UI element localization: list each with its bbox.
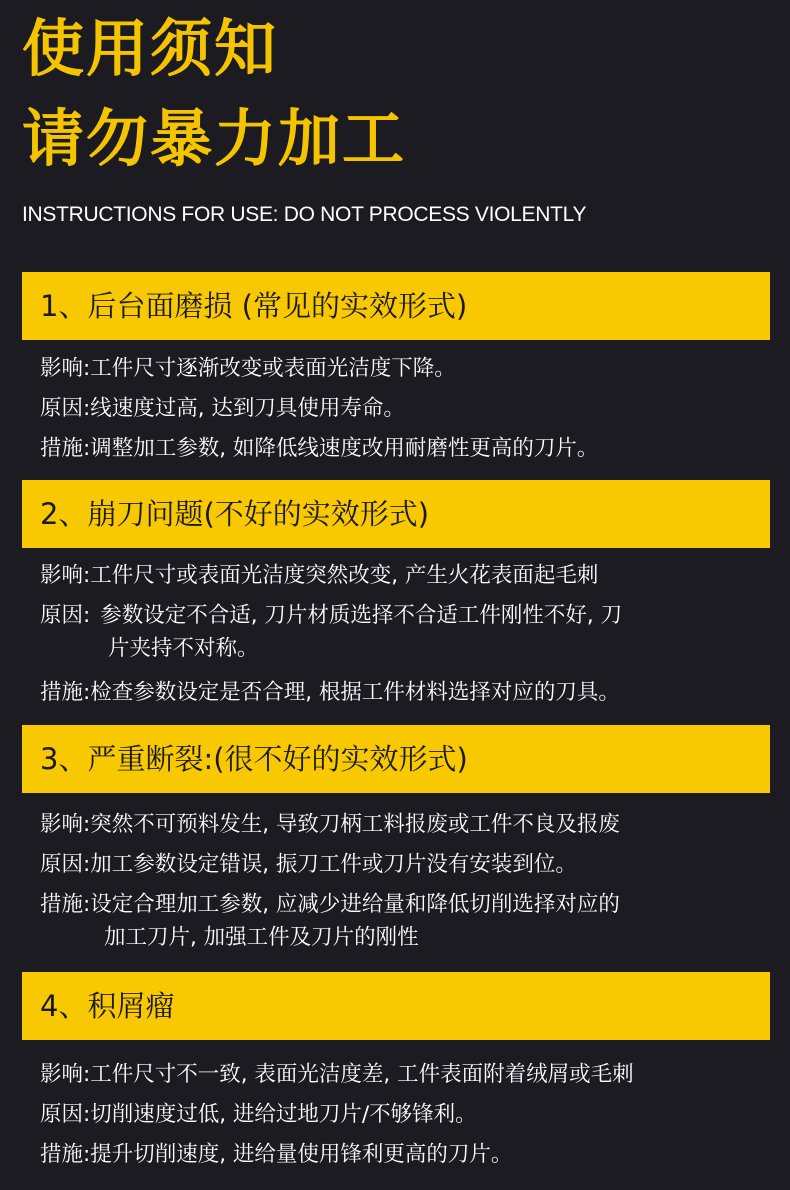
section-3-impact bbox=[40, 807, 760, 842]
impact-text: 工件尺寸逐渐改变或表面光洁度下降。 bbox=[90, 356, 456, 381]
impact-text: 突然不可预料发生, 导致刀柄工料报废或工件不良及报废 bbox=[90, 812, 620, 837]
cause-text: 加工参数设定错误, 振刀工件或刀片没有安装到位。 bbox=[90, 852, 577, 877]
cause-text-line-1: 参数设定不合适, 刀片材质选择不合适工件刚性不好, 刀 bbox=[100, 603, 623, 628]
measure-label: 措施: bbox=[40, 892, 91, 917]
section-4-measure bbox=[40, 1137, 760, 1172]
impact-label: 影响: bbox=[40, 812, 91, 837]
section-3-cause bbox=[40, 847, 760, 882]
measure-text-line-2: 加工刀片, 加强工件及刀片的刚性 bbox=[104, 925, 419, 950]
section-1-heading: 1、后台面磨损 (常见的实效形式) bbox=[22, 272, 770, 340]
impact-text: 工件尺寸不一致, 表面光洁度差, 工件表面附着绒屑或毛刺 bbox=[90, 1062, 634, 1087]
page-title-line-1: 使用须知 bbox=[22, 12, 279, 85]
section-1-impact bbox=[40, 351, 760, 386]
section-2-impact bbox=[40, 558, 760, 593]
impact-label: 影响: bbox=[40, 356, 91, 381]
cause-label: 原因: bbox=[40, 603, 91, 628]
section-2-cause bbox=[40, 598, 760, 633]
measure-label: 措施: bbox=[40, 680, 91, 705]
cause-label: 原因: bbox=[40, 396, 91, 421]
measure-text: 调整加工参数, 如降低线速度改用耐磨性更高的刀片。 bbox=[90, 436, 599, 461]
cause-label: 原因: bbox=[40, 1102, 91, 1127]
section-4-impact bbox=[40, 1057, 760, 1092]
cause-text: 切削速度过低, 进给过地刀片/不够锋利。 bbox=[90, 1102, 477, 1127]
section-4-heading: 4、积屑瘤 bbox=[22, 972, 770, 1040]
measure-label: 措施: bbox=[40, 1142, 91, 1167]
impact-text: 工件尺寸或表面光洁度突然改变, 产生火花表面起毛刺 bbox=[90, 563, 599, 588]
measure-text-line-1: 设定合理加工参数, 应减少进给量和降低切削选择对应的 bbox=[90, 892, 620, 917]
cause-text-line-2: 片夹持不对称。 bbox=[108, 636, 259, 661]
section-3-measure bbox=[40, 887, 760, 922]
section-2-heading: 2、崩刀问题(不好的实效形式) bbox=[22, 480, 770, 548]
section-4-cause bbox=[40, 1097, 760, 1132]
section-3-heading: 3、严重断裂:(很不好的实效形式) bbox=[22, 725, 770, 793]
section-3-measure-cont bbox=[104, 920, 790, 955]
section-1-cause bbox=[40, 391, 760, 426]
cause-text: 线速度过高, 达到刀具使用寿命。 bbox=[90, 396, 405, 421]
section-2-measure bbox=[40, 675, 760, 710]
section-1-measure bbox=[40, 431, 760, 466]
impact-label: 影响: bbox=[40, 1062, 91, 1087]
cause-label: 原因: bbox=[40, 852, 91, 877]
page-title-line-2: 请勿暴力加工 bbox=[22, 102, 407, 175]
section-2-cause-cont bbox=[108, 631, 790, 666]
measure-text: 检查参数设定是否合理, 根据工件材料选择对应的刀具。 bbox=[90, 680, 620, 705]
measure-label: 措施: bbox=[40, 436, 91, 461]
page-subtitle: INSTRUCTIONS FOR USE: DO NOT PROCESS VIOLENTLY bbox=[22, 203, 587, 226]
measure-text: 提升切削速度, 进给量使用锋利更高的刀片。 bbox=[90, 1142, 513, 1167]
impact-label: 影响: bbox=[40, 563, 91, 588]
